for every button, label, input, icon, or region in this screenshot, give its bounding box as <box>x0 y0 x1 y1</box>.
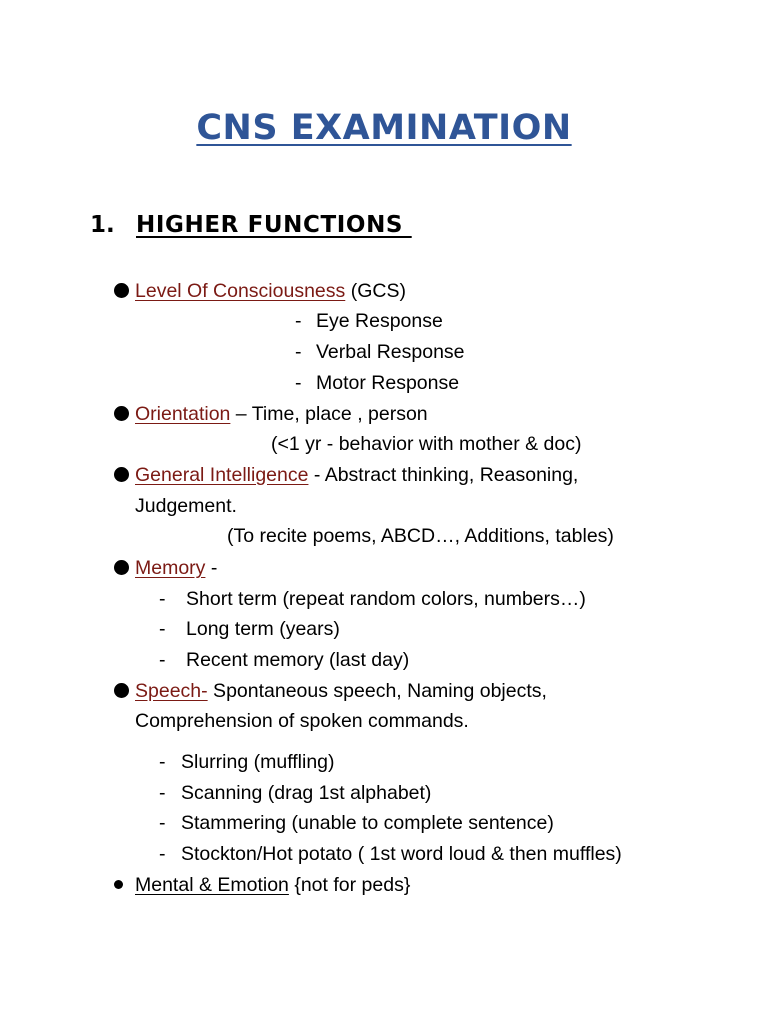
sub-item: Long term (years) <box>186 618 340 640</box>
topic-consciousness: Level Of Consciousness <box>135 280 346 302</box>
topic-orientation: Orientation <box>135 403 231 425</box>
sub-item: Short term (repeat random colors, numbers…) <box>186 588 586 610</box>
orientation-detail: – Time, place , person <box>230 403 428 425</box>
dash-icon: - <box>159 782 166 804</box>
bullet-icon <box>114 560 129 575</box>
bullet-icon <box>114 467 129 482</box>
item-memory <box>135 556 217 580</box>
dash-icon: - <box>295 310 302 332</box>
sub-item: Eye Response <box>316 310 443 332</box>
item-speech <box>135 679 547 703</box>
speech-detail-cont: Comprehension of spoken commands. <box>135 710 469 732</box>
sub-item: Scanning (drag 1st alphabet) <box>181 782 432 804</box>
bullet-icon <box>114 683 129 698</box>
section-title: HIGHER FUNCTIONS <box>136 212 412 238</box>
item-intelligence <box>135 463 578 487</box>
dash-icon: - <box>159 812 166 834</box>
sub-item: Slurring (muffling) <box>181 751 335 773</box>
dash-icon: - <box>159 618 166 640</box>
dash-icon: - <box>159 751 166 773</box>
bullet-icon <box>114 283 129 298</box>
memory-detail: - <box>205 557 218 579</box>
section-number: 1. <box>90 212 115 238</box>
page-title: CNS EXAMINATION <box>196 108 572 148</box>
speech-detail: Spontaneous speech, Naming objects, <box>207 680 547 702</box>
topic-memory: Memory <box>135 557 206 579</box>
intelligence-detail: - Abstract thinking, Reasoning, <box>308 464 579 486</box>
bullet-icon <box>114 880 123 889</box>
topic-mental: Mental & Emotion <box>135 874 289 896</box>
consciousness-detail: (GCS) <box>345 280 406 302</box>
dash-icon: - <box>295 372 302 394</box>
item-orientation <box>135 402 428 426</box>
sub-item: Motor Response <box>316 372 460 394</box>
dash-icon: - <box>159 588 166 610</box>
sub-item: Recent memory (last day) <box>186 649 410 671</box>
dash-icon: - <box>159 649 166 671</box>
item-mental <box>135 873 410 897</box>
sub-item: Stammering (unable to complete sentence) <box>181 812 554 834</box>
sub-item: Stockton/Hot potato ( 1st word loud & then muffles) <box>181 843 622 865</box>
intelligence-note: (To recite poems, ABCD…, Additions, tables) <box>227 525 614 547</box>
item-consciousness <box>135 279 406 303</box>
bullet-icon <box>114 406 129 421</box>
mental-detail: {not for peds} <box>288 874 411 896</box>
orientation-note: (<1 yr - behavior with mother & doc) <box>271 433 582 455</box>
topic-speech: Speech- <box>135 680 208 702</box>
dash-icon: - <box>159 843 166 865</box>
dash-icon: - <box>295 341 302 363</box>
sub-item: Verbal Response <box>316 341 465 363</box>
intelligence-detail-cont: Judgement. <box>135 495 237 517</box>
topic-intelligence: General Intelligence <box>135 464 309 486</box>
